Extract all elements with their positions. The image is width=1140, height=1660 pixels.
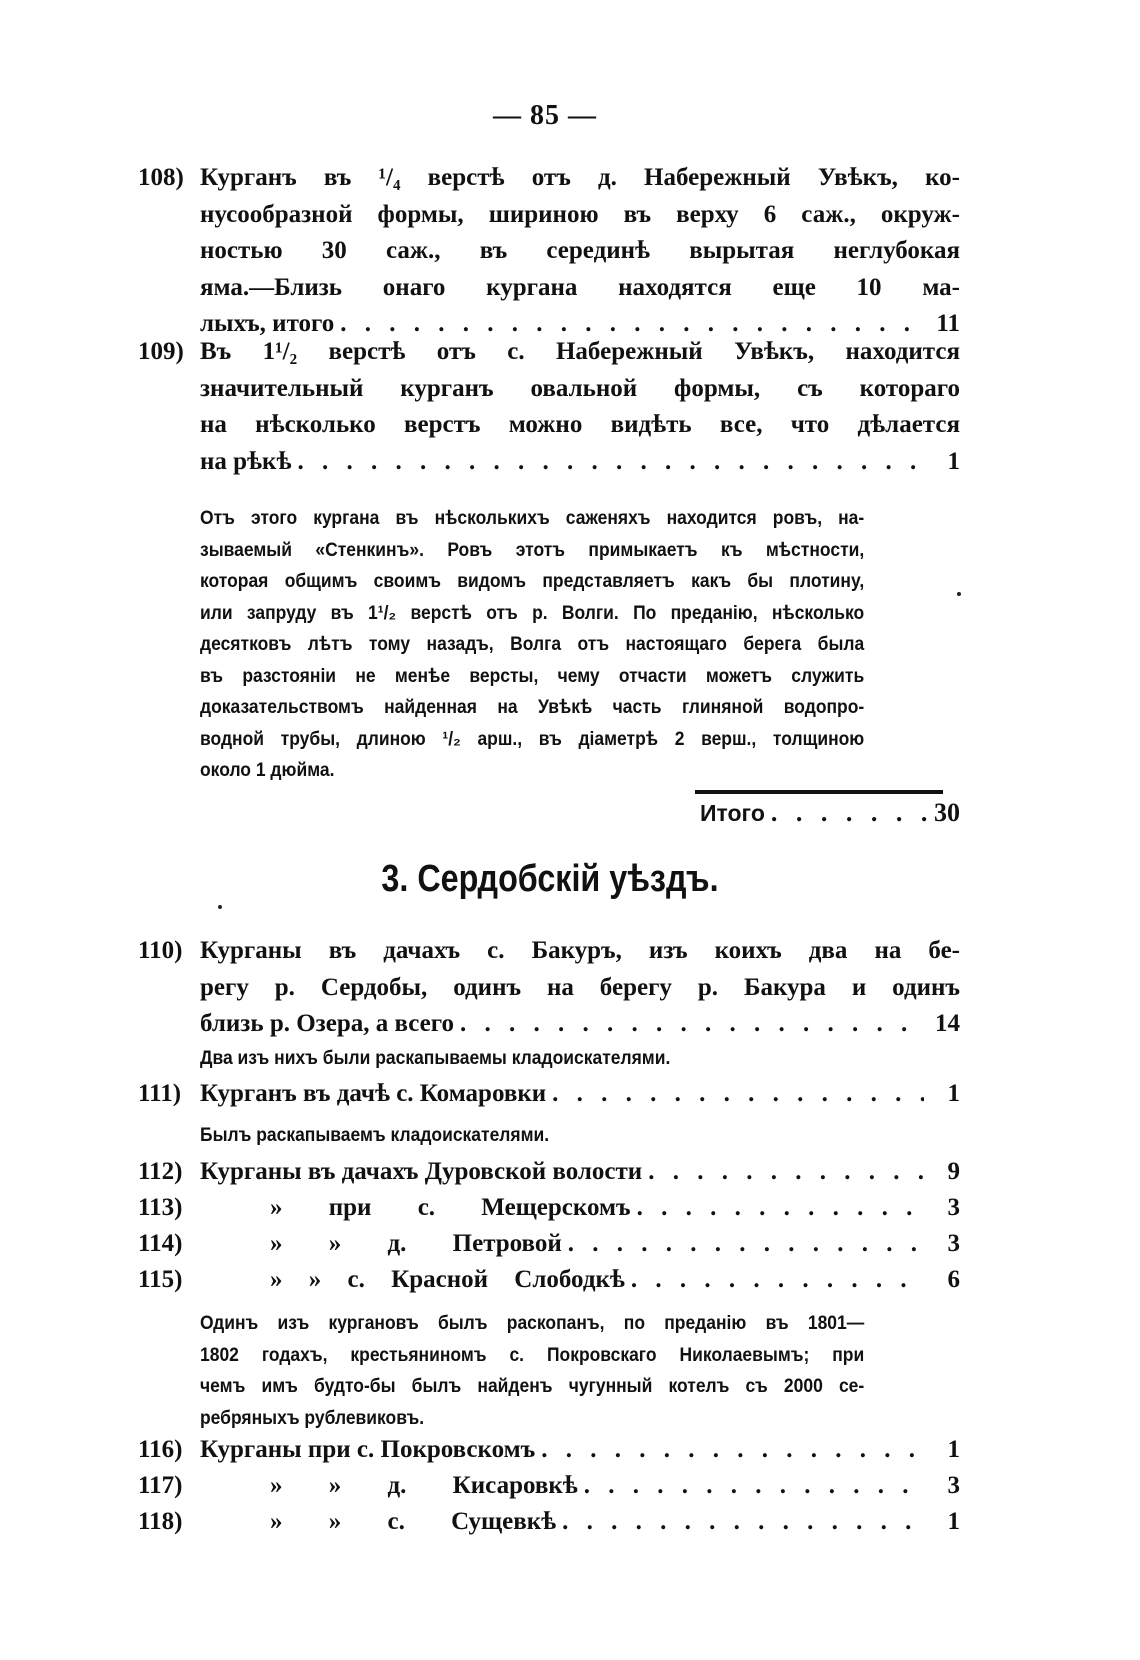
section-heading: 3. Сердобскій уѣздъ. <box>381 858 719 900</box>
entry-number: 108) <box>138 164 184 191</box>
section-total <box>700 798 960 828</box>
entry-total-line <box>200 1154 960 1191</box>
total-rule <box>695 790 943 794</box>
entry-total-line <box>200 444 960 481</box>
entry-number: 109) <box>138 338 184 365</box>
entry-line: на рѣкѣ <box>200 447 292 475</box>
entry-108 <box>138 160 960 343</box>
entry-total-line <box>200 1076 960 1113</box>
entry-number: 118) <box>138 1508 183 1535</box>
dot-leader <box>562 1504 924 1541</box>
entry-line: Курганъ въ дачѣ с. Комаровки <box>200 1080 547 1107</box>
entry-line: близь р. Озера, а всего <box>200 1010 455 1037</box>
note-line: которая общимъ своимъ видомъ представляетъ какъ бы плотину, <box>200 571 865 592</box>
entry-line: Курганы при с. Покровскомъ <box>200 1436 536 1463</box>
note-line: Былъ раскапываемъ кладоискателями. <box>200 1125 550 1146</box>
entry-number: 110) <box>138 937 183 964</box>
note-line: Одинъ изъ кургановъ былъ раскопанъ, по преданію въ 1801— <box>200 1313 865 1334</box>
print-speck <box>218 905 222 909</box>
dot-leader <box>297 444 924 481</box>
dot-leader <box>631 1262 924 1299</box>
entry-line: значительный курганъ овальной формы, съ котораго <box>200 374 960 402</box>
print-speck <box>957 592 961 596</box>
footnote-109 <box>200 503 864 787</box>
note-line: Два изъ нихъ были раскапываемы кладоискателями. <box>200 1048 671 1069</box>
note-line: или запруду въ 1¹/₂ верстѣ отъ р. Волги. По преданію, нѣсколько <box>200 602 865 624</box>
entry-line: Курганы въ дачахъ Дуровской волости <box>200 1158 643 1185</box>
note-line: Отъ этого кургана въ нѣсколькихъ саженяхъ находится ровъ, на- <box>200 508 865 529</box>
dot-leader <box>552 1076 924 1113</box>
note-line: 1802 годахъ, крестьяниномъ с. Покровскаго Николаевымъ; при <box>200 1344 865 1366</box>
note-line: зываемый «Стенкинъ». Ровъ этотъ примыкаетъ къ мѣстности, <box>200 539 865 561</box>
entry-total-line <box>200 1190 960 1227</box>
entry-line: » при с. Мещерскомъ <box>270 1194 631 1221</box>
entry-number: 112) <box>138 1158 183 1185</box>
entry-line: » » д. Петровой <box>270 1230 562 1257</box>
note-line: ребряныхъ рублевиковъ. <box>200 1407 425 1429</box>
entry-total-line <box>200 1432 960 1469</box>
entry-111 <box>138 1076 960 1113</box>
note-line: доказательствомъ найденная на Увѣкѣ часть глиняной водопро- <box>200 697 865 718</box>
entry-count: 14 <box>935 1010 960 1037</box>
entry-count: 1 <box>947 1080 960 1107</box>
dot-leader <box>584 1468 924 1505</box>
entry-count: 1 <box>947 1436 960 1463</box>
note-line: десятковъ лѣтъ тому назадъ, Волга отъ настоящаго берега была <box>200 634 865 655</box>
footnote-115 <box>200 1308 864 1434</box>
entry-count: 1 <box>947 447 960 475</box>
total-label: Итого <box>700 800 765 826</box>
entry-113 <box>138 1190 960 1227</box>
entry-number: 111) <box>138 1080 182 1107</box>
entry-number: 115) <box>138 1266 183 1293</box>
entry-line: » » д. Кисаровкѣ <box>270 1472 578 1499</box>
entry-count: 3 <box>947 1194 960 1221</box>
dot-leader <box>637 1190 924 1227</box>
entry-109 <box>138 334 960 480</box>
footnote-111 <box>200 1120 864 1152</box>
dot-leader <box>460 1006 924 1043</box>
entry-total-line <box>200 1226 960 1263</box>
dot-leader <box>568 1226 924 1263</box>
entry-number: 114) <box>138 1230 183 1257</box>
entry-line: лыхъ, итого <box>200 310 335 337</box>
entry-118 <box>138 1504 960 1541</box>
dot-leader <box>648 1154 924 1191</box>
entry-total-line <box>200 1262 960 1299</box>
entry-number: 117) <box>138 1472 183 1499</box>
note-line: около 1 дюйма. <box>200 760 335 781</box>
total-value: 30 <box>934 798 960 827</box>
entry-total-line <box>200 1504 960 1541</box>
entry-115 <box>138 1262 960 1299</box>
entry-count: 11 <box>936 310 960 337</box>
entry-116 <box>138 1432 960 1469</box>
entry-count: 6 <box>947 1266 960 1293</box>
footnote-110 <box>200 1043 864 1075</box>
dot-leader <box>541 1432 924 1469</box>
entry-line: Курганы въ дачахъ с. Бакуръ, изъ коихъ два на бе- <box>200 937 960 964</box>
note-line: въ разстояніи не менѣе версты, чему отчасти можетъ служить <box>200 665 865 687</box>
entry-117 <box>138 1468 960 1505</box>
entry-112 <box>138 1154 960 1191</box>
entry-count: 9 <box>947 1158 960 1185</box>
entry-line: » » с. Красной Слободкѣ <box>270 1266 625 1293</box>
entry-line: яма.—Близь онаго кургана находятся еще 10 ма- <box>200 273 960 301</box>
note-line: чемъ имъ будто-бы былъ найденъ чугунный котелъ съ 2000 се- <box>200 1376 865 1397</box>
entry-number: 116) <box>138 1436 183 1463</box>
entry-line: нусообразной формы, шириною въ верху 6 саж., окруж- <box>200 200 960 228</box>
entry-110 <box>138 933 960 1043</box>
entry-line: Курганъ въ ¹/₄ верстѣ отъ д. Набережный Увѣкъ, ко- <box>200 164 960 191</box>
entry-line: на нѣсколько верстъ можно видѣть все, что дѣлается <box>200 411 960 438</box>
entry-line: регу р. Сердобы, одинъ на берегу р. Бакура и одинъ <box>200 973 960 1001</box>
entry-114 <box>138 1226 960 1263</box>
entry-line: » » с. Сущевкѣ <box>270 1508 557 1535</box>
entry-number: 113) <box>138 1194 183 1221</box>
page-number: — 85 — <box>493 100 597 131</box>
entry-count: 3 <box>947 1230 960 1257</box>
entry-total-line <box>200 1468 960 1505</box>
entry-line: ностью 30 саж., въ серединѣ вырытая неглубокая <box>200 237 960 264</box>
entry-total-line <box>200 1006 960 1043</box>
entry-line: Въ 1¹/₂ верстѣ отъ с. Набережный Увѣкъ, находится <box>200 338 960 365</box>
dot-leader <box>771 798 928 828</box>
note-line: водной трубы, длиною ¹/₂ арш., въ діаметрѣ 2 верш., толщиною <box>200 728 865 750</box>
entry-count: 1 <box>947 1508 960 1535</box>
entry-count: 3 <box>947 1472 960 1499</box>
